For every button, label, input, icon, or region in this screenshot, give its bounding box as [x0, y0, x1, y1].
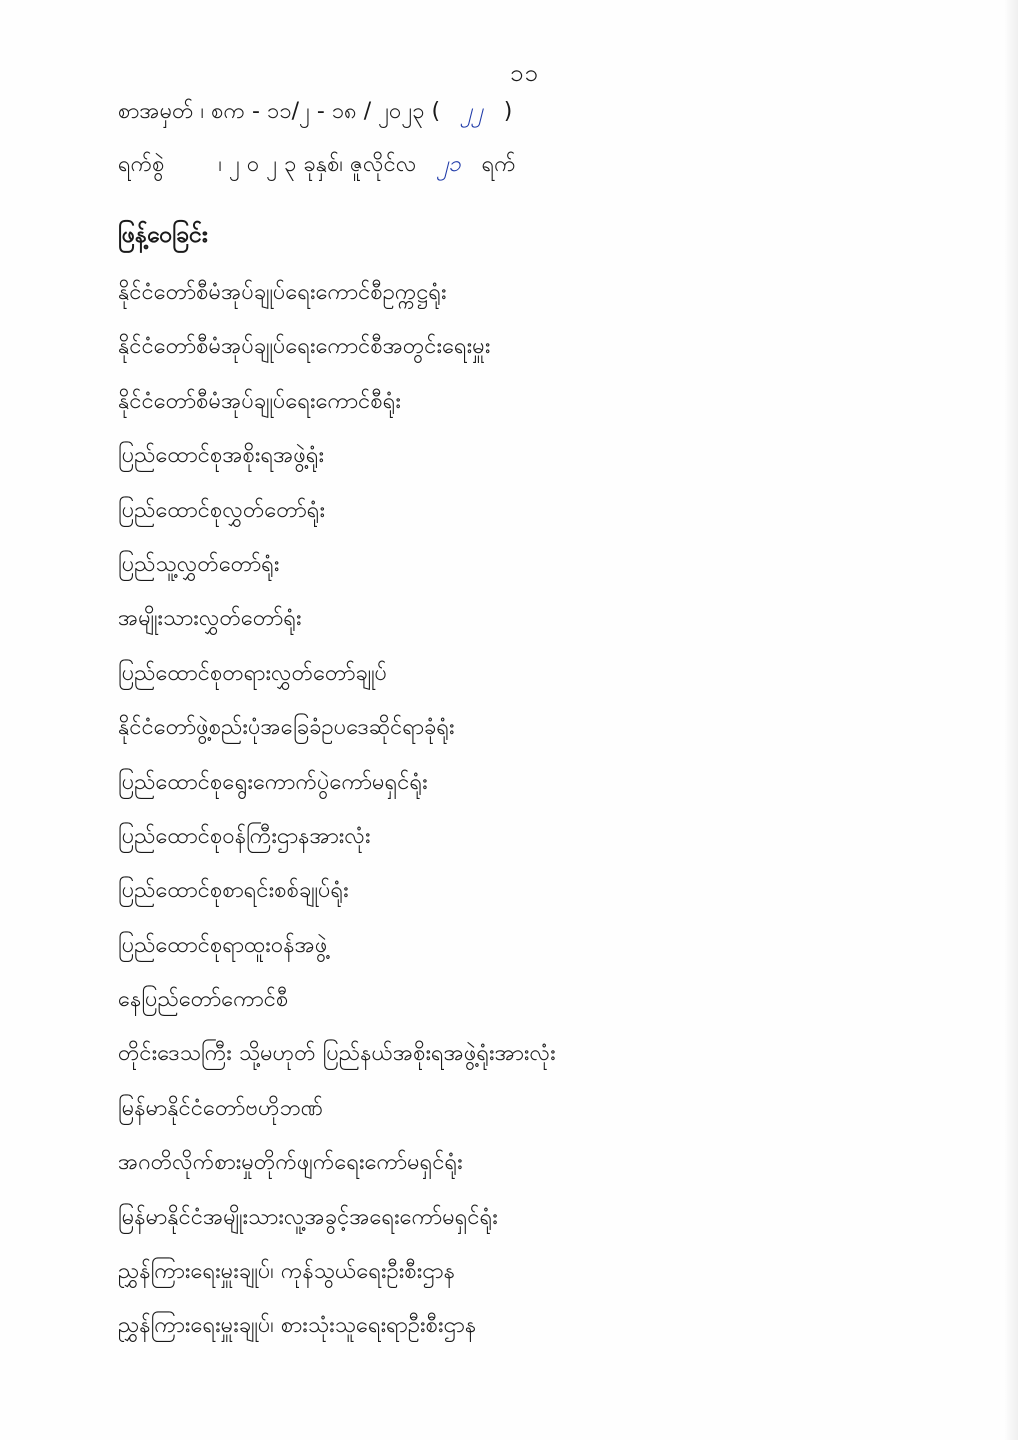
recipient-item: မြန်မာနိုင်ငံတော်ဗဟိုဘဏ်: [118, 1095, 323, 1121]
recipient-item: နိုင်ငံတော်ဖွဲ့စည်းပုံအခြေခံဥပဒေဆိုင်ရာခုံရုံး: [118, 715, 455, 741]
page-edge-shadow: [1004, 0, 1018, 1440]
date-label: ရက်စွဲ: [118, 152, 165, 177]
recipient-item: ပြည်ထောင်စုရွေးကောက်ပွဲကော်မရှင်ရုံး: [118, 769, 428, 795]
reference-line: [118, 97, 512, 127]
date-text: ၊ ၂ ၀ ၂ ၃ ခုနှစ်၊ ဇူလိုင်လ: [218, 152, 417, 177]
recipient-item: ပြည်ထောင်စုရာထူးဝန်အဖွဲ့: [118, 932, 328, 958]
recipient-item: တိုင်းဒေသကြီး သို့မဟုတ် ပြည်နယ်အစိုးရအဖွဲ့ရုံးအားလုံး: [118, 1041, 556, 1067]
recipient-item: အဂတိလိုက်စားမှုတိုက်ဖျက်ရေးကော်မရှင်ရုံး: [118, 1150, 463, 1176]
recipient-item: ညွှန်ကြားရေးမှူးချုပ်၊ ကုန်သွယ်ရေးဦးစီးဌာန: [118, 1259, 455, 1285]
recipient-item: နိုင်ငံတော်စီမံအုပ်ချုပ်ရေးကောင်စီရုံး: [118, 388, 401, 414]
handwritten-reference: ၂၂: [461, 99, 483, 124]
recipient-item: နိုင်ငံတော်စီမံအုပ်ချုပ်ရေးကောင်စီဥက္ကဋ္ဌရုံး: [118, 280, 447, 305]
distribution-heading: ဖြန့်ဝေခြင်း: [118, 222, 208, 248]
recipient-list: [118, 278, 938, 1366]
recipient-item: ပြည်သူ့လွှတ်တော်ရုံး: [118, 551, 280, 577]
page-number: ၁၁: [510, 59, 539, 87]
recipient-item: နေပြည်တော်ကောင်စီ: [118, 987, 289, 1013]
reference-close: ): [503, 99, 513, 124]
recipient-item: ပြည်ထောင်စုဝန်ကြီးဌာနအားလုံး: [118, 823, 371, 849]
recipient-item: ပြည်ထောင်စုအစိုးရအဖွဲ့ရုံး: [118, 443, 325, 469]
recipient-item: အမျိုးသားလွှတ်တော်ရုံး: [118, 606, 302, 632]
reference-number: စာအမှတ် ၊ စက - ၁၁/၂ - ၁၈ / ၂၀၂၃ (: [118, 99, 441, 124]
recipient-item: နိုင်ငံတော်စီမံအုပ်ချုပ်ရေးကောင်စီအတွင်းရေးမှူး: [118, 334, 491, 360]
recipient-item: ညွှန်ကြားရေးမှူးချုပ်၊ စားသုံးသူရေးရာဦးစီးဌာန: [118, 1313, 477, 1339]
handwritten-day: ၂၁: [437, 152, 461, 177]
recipient-item: ပြည်ထောင်စုတရားလွှတ်တော်ချုပ်: [118, 660, 388, 686]
recipient-item: ပြည်ထောင်စုလွှတ်တော်ရုံး: [118, 497, 326, 523]
date-line: [118, 150, 516, 180]
date-day-suffix: ရက်: [481, 152, 516, 177]
recipient-item: ပြည်ထောင်စုစာရင်းစစ်ချုပ်ရုံး: [118, 878, 349, 904]
recipient-item: မြန်မာနိုင်ငံအမျိုးသားလူ့အခွင့်အရေးကော်မရှင်ရုံး: [118, 1204, 498, 1230]
